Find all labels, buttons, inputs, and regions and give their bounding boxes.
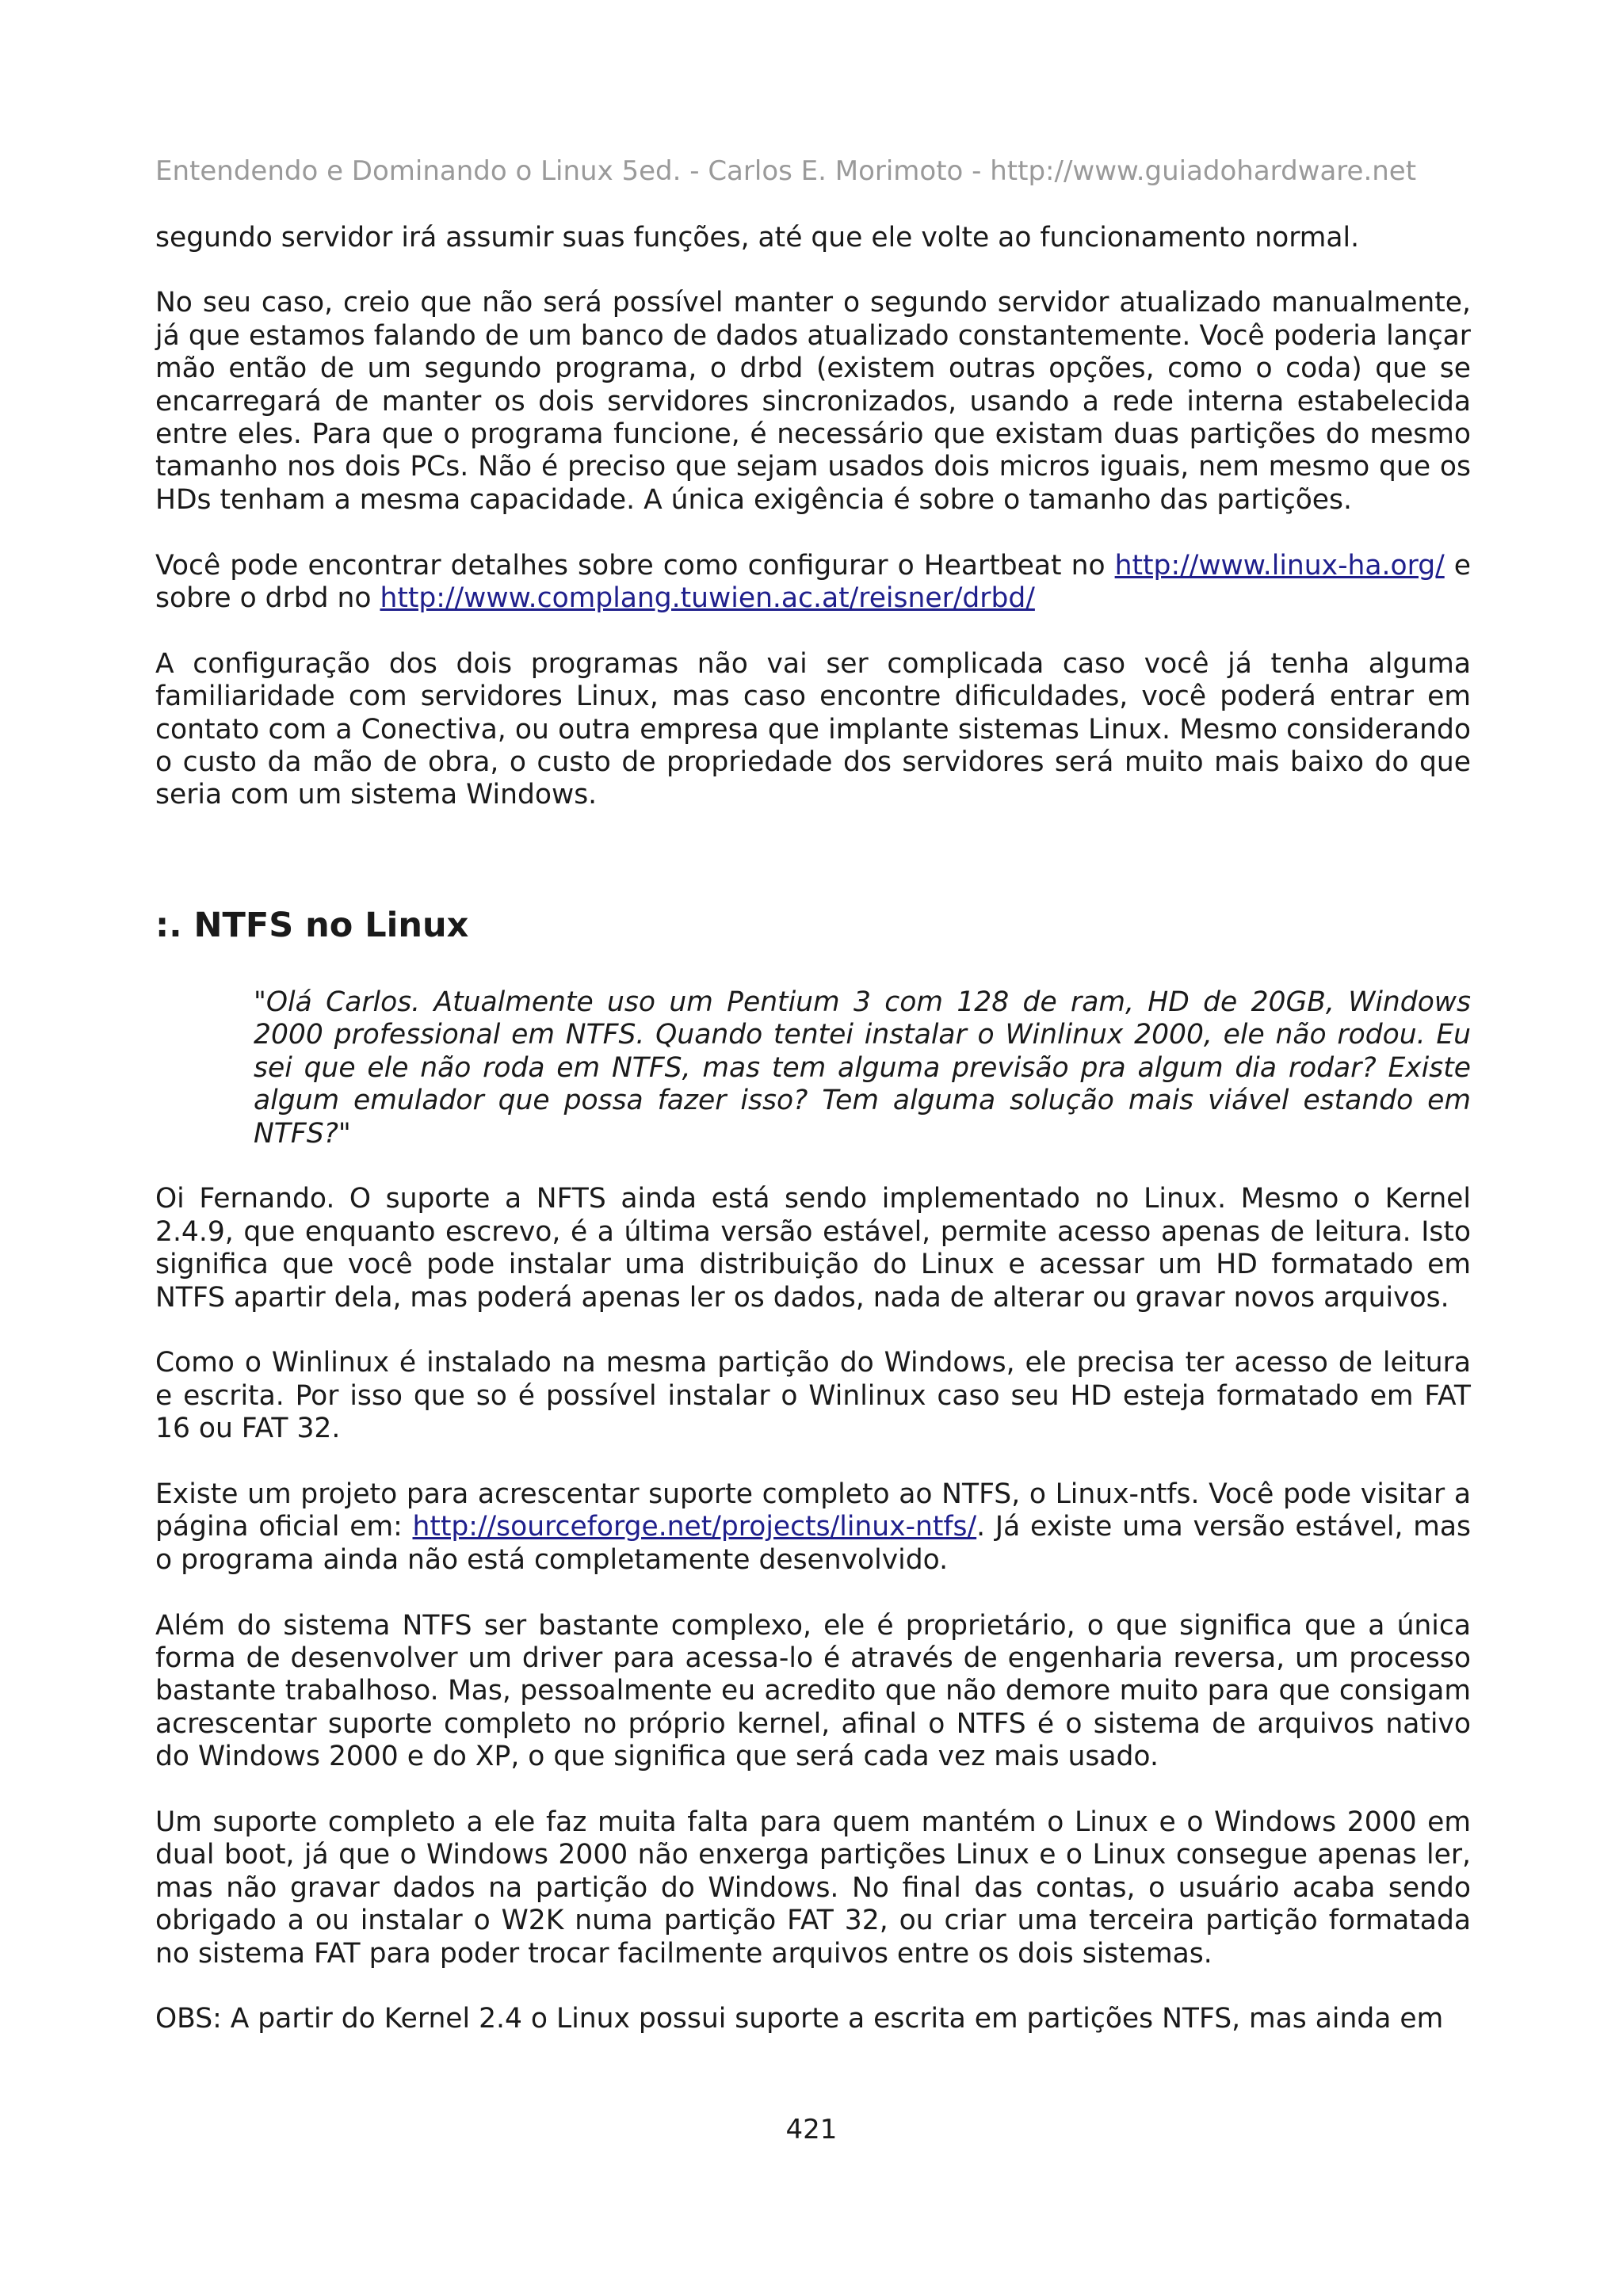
paragraph-text: Você pode encontrar detalhes sobre como configurar o Heartbeat no: [155, 549, 1115, 582]
section-title: :. NTFS no Linux: [155, 905, 469, 945]
paragraph-server-failover: segundo servidor irá assumir suas funções, até que ele volte ao funcionamento normal.: [155, 222, 1360, 254]
paragraph-text: . Já existe uma versão estável, mas o programa ainda não está completamente desenvolvido.: [155, 1511, 1471, 1576]
paragraph-heartbeat-links: [155, 550, 1471, 616]
paragraph-linux-ntfs-project: [155, 1478, 1471, 1577]
paragraph-dual-boot: Um suporte completo a ele faz muita falta para quem mantém o Linux e o Windows 2000 em dual boot, já que o Windows 2000 não enxerga partições Linux e o Linux consegue apenas ler, mas não gravar dados na partição do Windows. No final das contas, o usuário acaba sendo obrigado a ou instalar o W2K numa partição FAT 32, ou criar uma terceira partição formatada no sistema FAT para poder trocar facilmente arquivos entre os dois sistemas.: [155, 1806, 1471, 1970]
page-body: [155, 222, 1471, 2069]
paragraph-obs-note: OBS: A partir do Kernel 2.4 o Linux possui suporte a escrita em partições NTFS, mas ainda em: [155, 2003, 1444, 2035]
paragraph-text: e sobre o drbd no: [155, 549, 1471, 615]
paragraph-ntfs-support: Oi Fernando. O suporte a NFTS ainda está sendo implementado no Linux. Mesmo o Kernel 2.4.9, que enquanto escrevo, é a última versão estável, permite acesso apenas de leitura. Isto significa que você pode instalar uma distribuição do Linux e acessar um HD formatado em NTFS apartir dela, mas poderá apenas ler os dados, nada de alterar ou gravar novos arquivos.: [155, 1183, 1471, 1314]
page-number: 421: [785, 2114, 838, 2145]
running-header: Entendendo e Dominando o Linux 5ed. - Carlos E. Morimoto - http://www.guiadohardware.net: [155, 155, 1417, 187]
drbd-link[interactable]: http://www.complang.tuwien.ac.at/reisner/drbd/: [380, 582, 1035, 615]
reader-question-quote: "Olá Carlos. Atualmente uso um Pentium 3 com 128 de ram, HD de 20GB, Windows 2000 professional em NTFS. Quando tentei instalar o Winlinux 2000, ele não rodou. Eu sei que ele não roda em NTFS, mas tem alguma previsão pra algum dia rodar? Existe algum emulador que possa fazer isso? Tem alguma solução mais viável estando em NTFS?": [254, 986, 1471, 1150]
paragraph-text: Existe um projeto para acrescentar suporte completo ao NTFS, o Linux-ntfs. Você pode visitar a página oficial em:: [155, 1478, 1471, 1543]
linux-ntfs-link[interactable]: http://sourceforge.net/projects/linux-ntfs/: [412, 1511, 977, 1543]
paragraph-winlinux: Como o Winlinux é instalado na mesma partição do Windows, ele precisa ter acesso de leitura e escrita. Por isso que so é possível instalar o Winlinux caso seu HD esteja formatado em FAT 16 ou FAT 32.: [155, 1347, 1471, 1445]
paragraph-configuration-cost: A configuração dos dois programas não vai ser complicada caso você já tenha alguma familiaridade com servidores Linux, mas caso encontre dificuldades, você poderá entrar em contato com a Conectiva, ou outra empresa que implante sistemas Linux. Mesmo considerando o custo da mão de obra, o custo de propriedade dos servidores será muito mais baixo do que seria com um sistema Windows.: [155, 647, 1471, 811]
paragraph-ntfs-proprietary: Além do sistema NTFS ser bastante complexo, ele é proprietário, o que significa que a única forma de desenvolver um driver para acessa-lo é através de engenharia reversa, um processo bastante trabalhoso. Mas, pessoalmente eu acredito que não demore muito para que consigam acrescentar suporte completo no próprio kernel, afinal o NTFS é o sistema de arquivos nativo do Windows 2000 e do XP, o que significa que será cada vez mais usado.: [155, 1609, 1471, 1773]
linux-ha-link[interactable]: http://www.linux-ha.org/: [1114, 549, 1445, 582]
paragraph-drbd-sync: No seu caso, creio que não será possível manter o segundo servidor atualizado manualmente, já que estamos falando de um banco de dados atualizado constantemente. Você poderia lançar mão então de um segundo programa, o drbd (existem outras opções, como o coda) que se encarregará de manter os dois servidores sincronizados, usando a rede interna estabelecida entre eles. Para que o programa funcione, é necessário que existam duas partições do mesmo tamanho nos dois PCs. Não é preciso que sejam usados dois micros iguais, nem mesmo que os HDs tenham a mesma capacidade. A única exigência é sobre o tamanho das partições.: [155, 287, 1471, 516]
